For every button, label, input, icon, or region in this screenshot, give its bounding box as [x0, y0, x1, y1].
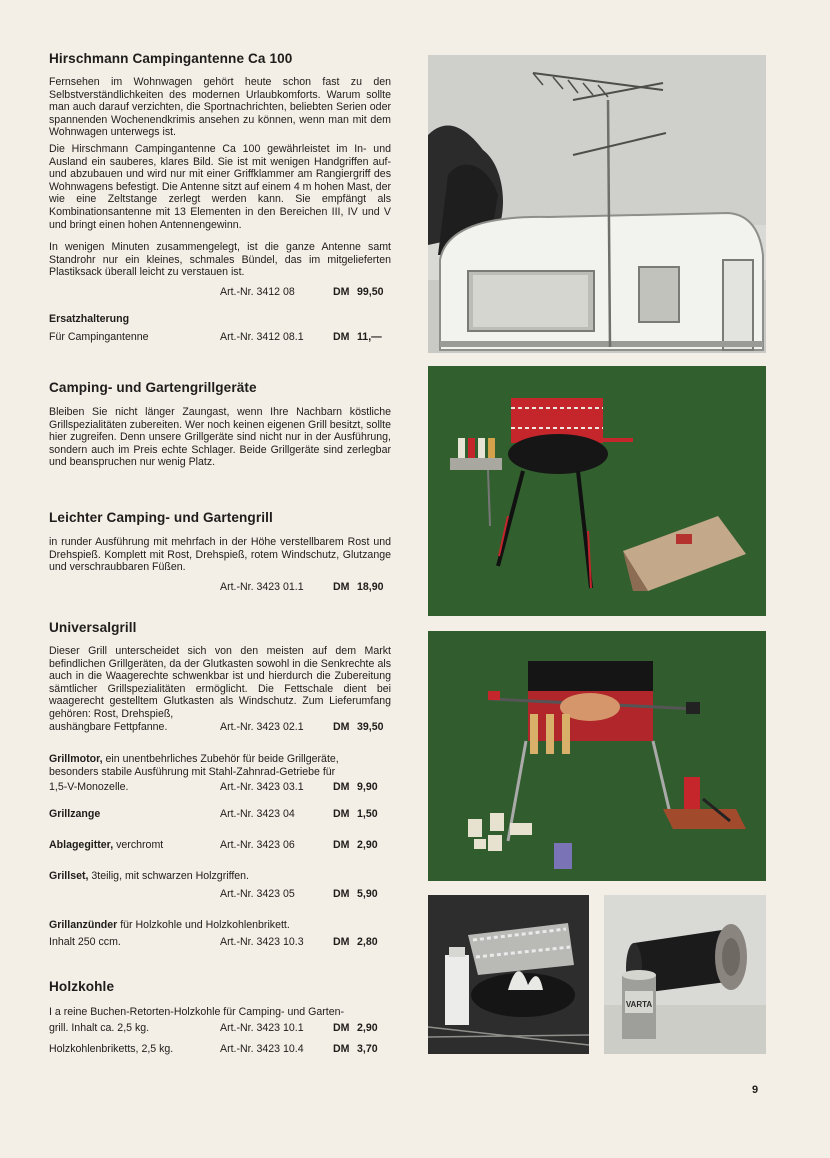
- item-label: Für Campingantenne: [49, 331, 149, 343]
- price: 18,90: [357, 581, 384, 593]
- grill-starter-illustration: [428, 895, 589, 1054]
- grillmotor-price-row: [49, 781, 391, 794]
- grillzange-price-row: [49, 808, 391, 821]
- article-number: Art.-Nr. 3412 08: [220, 286, 295, 298]
- item-label: [49, 839, 163, 851]
- grillset-line1: [49, 870, 391, 883]
- anzuender-price-row: [49, 936, 391, 949]
- light-grill-title: Leichter Camping- und Gartengrill: [49, 510, 273, 525]
- article-number: Art.-Nr. 3412 08.1: [220, 331, 304, 343]
- price: 3,70: [357, 1043, 378, 1055]
- universal-grill-title: Universalgrill: [49, 620, 137, 635]
- item-label: grill. Inhalt ca. 2,5 kg.: [49, 1022, 150, 1034]
- antenna-description: Die Hirschmann Campingantenne Ca 100 gewährleistet im In- und Ausland ein sauberes, klares Bild. Sie ist mit wenigen Handgriffen auf- und abzubauen und wird nur mit einer Griffklammer am Rangiergriff des Wohnwagens befestigt. Die Antenne sitzt auf einem 4 m hohen Mast, der wie eine Zeltstange zerlegt werden kann. Sie empfängt als Kombinationsantenne mit 13 Elementen in den Bereichen III, IV und V und bringt einen hohen Antennengewinn.: [49, 143, 391, 231]
- article-number: Art.-Nr. 3423 02.1: [220, 721, 304, 733]
- battery-brand: VARTA: [625, 1000, 653, 1009]
- currency: DM: [333, 286, 350, 298]
- currency: DM: [333, 839, 350, 851]
- holzkohle-price-row: [49, 1022, 391, 1035]
- grill-motor-illustration: [604, 895, 766, 1054]
- article-number: Art.-Nr. 3423 04: [220, 808, 295, 820]
- grill-section-title: Camping- und Gartengrillgeräte: [49, 380, 257, 395]
- item-label: Inhalt 250 ccm.: [49, 936, 121, 948]
- currency: DM: [333, 936, 350, 948]
- item-name: Ablagegitter,: [49, 839, 114, 851]
- anzuender-name: Grillanzünder: [49, 919, 118, 931]
- item-label: 1,5-V-Monozelle.: [49, 781, 129, 793]
- anzuender-line1: [49, 919, 391, 932]
- briketts-price-row: [49, 1043, 391, 1056]
- article-number: Art.-Nr. 3423 10.4: [220, 1043, 304, 1055]
- grill-section-intro: Bleiben Sie nicht länger Zaungast, wenn Ihre Nachbarn köstliche Grillspezialitäten zubereiten. Wer noch keinen eigenen Grill besitzt, sollte hier zugreifen. Denn unsere Grillgeräte sind nicht nur in der Ausführung, sondern auch im Preis echte Schlager. Beide Grillgeräte sind zerlegbar und beanspruchen nur wenig Platz.: [49, 406, 391, 469]
- grillset-name: Grillset,: [49, 870, 89, 882]
- currency: DM: [333, 721, 350, 733]
- item-label: aushängbare Fettpfanne.: [49, 721, 168, 733]
- currency: DM: [333, 888, 350, 900]
- currency: DM: [333, 1043, 350, 1055]
- price: 2,90: [357, 1022, 378, 1034]
- grillmotor-desc1: ein unentbehrliches Zubehör für beide Grillgeräte,: [102, 753, 339, 765]
- price: 39,50: [357, 721, 384, 733]
- anzuender-suffix: für Holzkohle und Holzkohlenbrikett.: [117, 919, 290, 931]
- grillmotor-line1: [49, 753, 391, 766]
- holzkohle-title: Holzkohle: [49, 979, 115, 994]
- holzkohle-line1: I a reine Buchen-Retorten-Holzkohle für Camping- und Garten-: [49, 1006, 345, 1018]
- item-label: Holzkohlenbriketts, 2,5 kg.: [49, 1043, 174, 1055]
- antenna-title: Hirschmann Campingantenne Ca 100: [49, 51, 293, 66]
- light-grill-price-row: [49, 581, 391, 594]
- price: 2,80: [357, 936, 378, 948]
- grillmotor-desc2: besonders stabile Ausführung mit Stahl-Zahnrad-Getriebe für: [49, 766, 336, 778]
- caravan-antenna-illustration: [428, 55, 766, 353]
- universal-grill-description: Dieser Grill unterscheidet sich von den meisten auf dem Markt befindlichen Grillgeräten, da der Glutkasten sowohl in die Senkrechte als auch in die Waagerechte schwenkbar ist und hierdurch die Zubereitung sämtlicher Grillspezialitäten ermöglicht. Die Fettschale dient bei waagerecht gestelltem Glutkasten als Windschutz. Zum Lieferumfang gehören: Rost, Drehspieß,: [49, 645, 391, 720]
- price: 1,50: [357, 808, 378, 820]
- item-label: Grillzange: [49, 808, 101, 820]
- grill-motor-photo: [604, 895, 766, 1054]
- price: 2,90: [357, 839, 378, 851]
- antenna-packing: In wenigen Minuten zusammengelegt, ist die ganze Antenne samt Standrohr nur ein kleines, schmales Bündel, das im mitgelieferten Plastiksack überall leicht zu verstauen ist.: [49, 241, 391, 279]
- ersatz-title: Ersatzhalterung: [49, 313, 130, 325]
- light-grill-illustration: [428, 366, 766, 616]
- article-number: Art.-Nr. 3423 10.3: [220, 936, 304, 948]
- light-grill-description: in runder Ausführung mit mehrfach in der Höhe verstellbarem Rost und Drehspieß. Komplett mit Rost, Drehspieß, rotem Windschutz, Glutzange und verschraubbaren Füßen.: [49, 536, 391, 574]
- grillset-suffix: 3teilig, mit schwarzen Holzgriffen.: [88, 870, 249, 882]
- grillmotor-name: Grillmotor,: [49, 753, 103, 765]
- grill-starter-photo: [428, 895, 589, 1054]
- currency: DM: [333, 808, 350, 820]
- currency: DM: [333, 1022, 350, 1034]
- item-suffix: verchromt: [113, 839, 164, 851]
- article-number: Art.-Nr. 3423 05: [220, 888, 295, 900]
- price: 5,90: [357, 888, 378, 900]
- price: 99,50: [357, 286, 384, 298]
- article-number: Art.-Nr. 3423 01.1: [220, 581, 304, 593]
- universal-grill-illustration: [428, 631, 766, 881]
- currency: DM: [333, 331, 350, 343]
- article-number: Art.-Nr. 3423 03.1: [220, 781, 304, 793]
- page-number: 9: [752, 1084, 759, 1096]
- currency: DM: [333, 781, 350, 793]
- universal-grill-photo: [428, 631, 766, 881]
- currency: DM: [333, 581, 350, 593]
- price: 11,—: [357, 331, 382, 343]
- grillset-price-row: [49, 888, 391, 901]
- antenna-intro: Fernsehen im Wohnwagen gehört heute schon fast zu den Selbstverständlichkeiten des modernen Urlaubkomforts. Warum sollte man auch darauf verzichten, die Sportnachrichten, beliebten Serien oder spannenden Wochenendkrimis ansehen zu können, wenn man mit dem Wohnwagen unterwegs ist.: [49, 76, 391, 139]
- price: 9,90: [357, 781, 378, 793]
- light-grill-photo: [428, 366, 766, 616]
- article-number: Art.-Nr. 3423 06: [220, 839, 295, 851]
- ersatz-price-row: [49, 331, 391, 344]
- caravan-antenna-photo: [428, 55, 766, 353]
- antenna-price-row: [49, 286, 391, 299]
- universal-grill-price-row: [49, 721, 391, 734]
- ablagegitter-price-row: [49, 839, 391, 852]
- article-number: Art.-Nr. 3423 10.1: [220, 1022, 304, 1034]
